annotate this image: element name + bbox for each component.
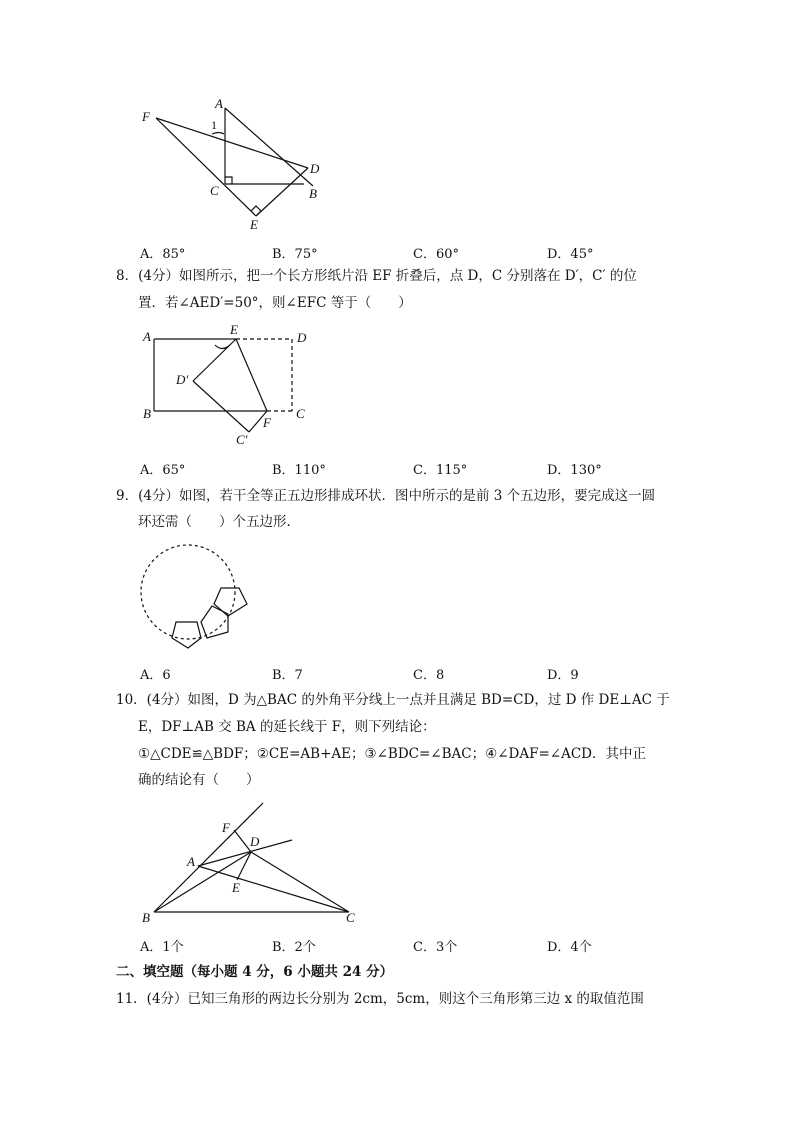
q8-label-a: A [143,329,151,344]
q7-label-b: B [309,186,317,201]
q7-label-c: C [210,183,219,198]
q8-label-e: E [230,322,238,337]
q8-text-line1: 8．(4分）如图所示，把一个长方形纸片沿 EF 折叠后，点 D，C 分别落在 D′，C′ 的位 [116,268,637,284]
q11-text-line1: 11．(4分）已知三角形的两边长分别为 2cm，5cm，则这个三角形第三边 x 的取值范围 [116,991,644,1007]
section2-heading: 二、填空题（每小题 4 分，6 小题共 24 分） [116,964,394,980]
q10-text-line4: 确的结论有（ ） [138,772,260,788]
q8-option-c[interactable]: C．115° [413,463,468,478]
q10-option-c[interactable]: C．3个 [413,940,458,955]
q7-option-a[interactable]: A．85° [140,247,186,262]
q10-text-line1: 10．(4分）如图，D 为△BAC 的外角平分线上一点并且满足 BD=CD，过 D 作 DE⊥AC 于 [116,692,670,708]
q9-text-line1: 9．(4分）如图，若干全等正五边形排成环状．图中所示的是前 3 个五边形，要完成这一圆 [116,488,656,504]
q10-label-a: A [187,854,195,869]
q10-label-b: B [142,910,150,925]
q8-label-b: B [143,406,151,421]
q7-label-d: D [310,161,320,176]
q10-label-d: D [250,834,260,849]
q7-option-b[interactable]: B．75° [272,247,318,262]
q9-option-a[interactable]: A．6 [140,668,171,683]
q7-option-c[interactable]: C．60° [413,247,459,262]
q9-text-line2: 环还需（ ）个五边形． [138,514,300,530]
q10-option-b[interactable]: B．2个 [272,940,316,955]
q8-label-cprime: C′ [236,432,248,447]
q9-option-d[interactable]: D．9 [547,668,579,683]
q7-label-1: 1 [211,118,217,132]
q9-option-b[interactable]: B．7 [272,668,303,683]
q10-option-a[interactable]: A．1个 [140,940,184,955]
q9-option-c[interactable]: C．8 [413,668,445,683]
q10-label-f: F [222,820,230,835]
q10-label-e: E [232,880,240,895]
q8-option-b[interactable]: B．110° [272,463,326,478]
q7-label-f: F [142,109,150,124]
q10-option-d[interactable]: D．4个 [547,940,592,955]
q8-option-d[interactable]: D．130° [547,463,602,478]
q8-label-c: C [296,406,305,421]
q10-text-line2: E，DF⊥AB 交 BA 的延长线于 F，则下列结论： [138,719,436,735]
q8-text-line2: 置．若∠AED′=50°，则∠EFC 等于（ ） [138,295,412,311]
q10-label-c: C [346,910,355,925]
q8-option-a[interactable]: A．65° [140,463,186,478]
q7-label-a: A [215,96,223,111]
q8-label-f: F [263,415,271,430]
q10-text-line3: ①△CDE≌△BDF；②CE=AB+AE；③∠BDC=∠BAC；④∠DAF=∠ACD．其中正 [138,746,646,762]
q7-label-e: E [250,217,258,232]
q8-label-dprime: D′ [176,372,189,387]
q8-label-d: D [297,330,307,345]
q7-option-d[interactable]: D．45° [547,247,594,262]
